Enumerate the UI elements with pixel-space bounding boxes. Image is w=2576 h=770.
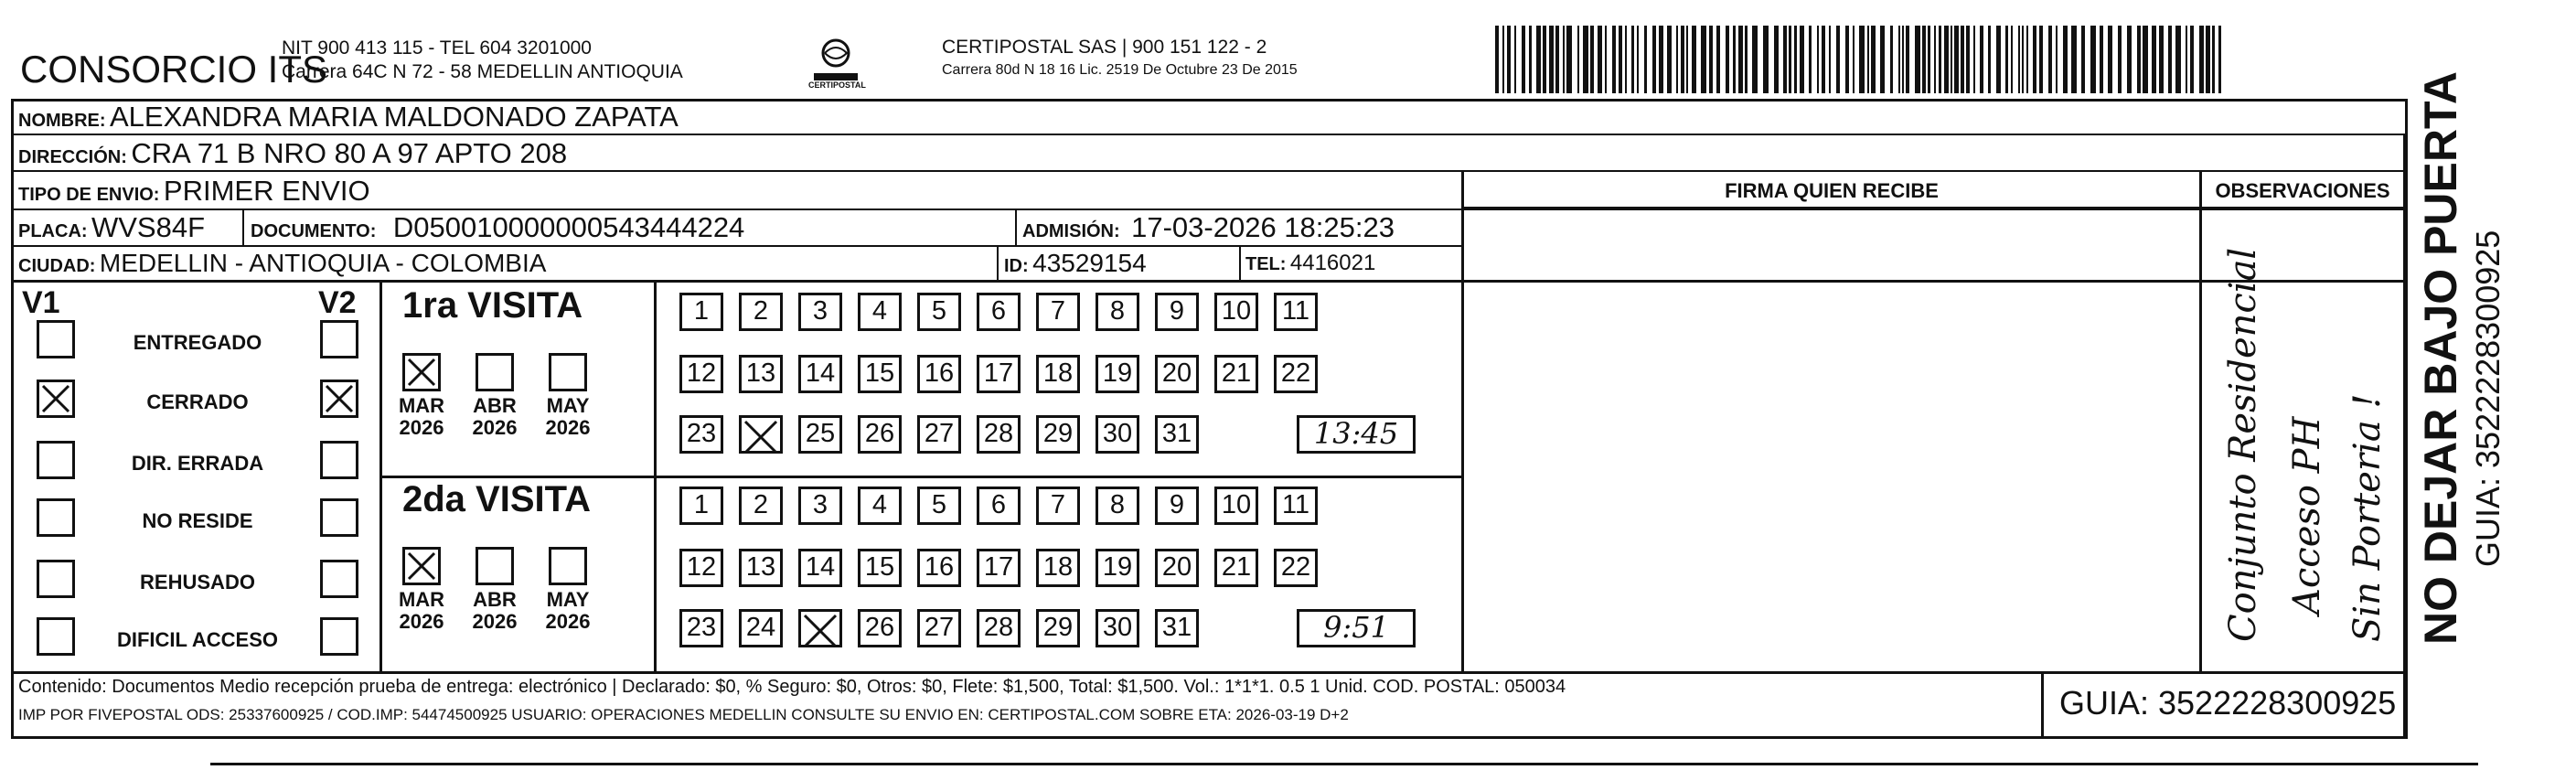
visit2-day-box[interactable]: 12	[679, 549, 723, 587]
footer-line-2: IMP POR FIVEPOSTAL ODS: 25337600925 / COD.IMP: 54474500925 USUARIO: OPERACIONES MEDELLIN CONSULTE SU ENVIO EN: CERTIPOSTAL.COM SOBRE ETA: 2026-03-19 D+2	[18, 706, 1349, 723]
status-label: DIFICIL ACCESO	[116, 628, 278, 651]
barcode-bar	[2118, 26, 2122, 93]
visit2-day-box[interactable]: 7	[1036, 487, 1080, 525]
barcode-bar	[1507, 26, 1511, 93]
barcode-bar	[2108, 26, 2112, 93]
visit2-day-box[interactable]: 21	[1214, 549, 1258, 587]
barcode-bar	[1726, 26, 1729, 93]
visit2-day-box[interactable]: 10	[1214, 487, 1258, 525]
barcode-bar	[1988, 26, 1991, 93]
v2-checkbox[interactable]	[320, 320, 358, 358]
obs-line-1: Conjunto Residencial	[2222, 247, 2264, 642]
barcode-bar	[2071, 26, 2077, 93]
visit2-day-box[interactable]: 11	[1274, 487, 1318, 525]
barcode-bar	[1817, 26, 1819, 93]
barcode-bar	[1845, 26, 1849, 93]
visit2-day-box[interactable]: 6	[977, 487, 1021, 525]
visit2-day-box[interactable]: 16	[917, 549, 961, 587]
barcode-bar	[1800, 26, 1804, 93]
visit1-day-box[interactable]: 13	[739, 355, 783, 393]
barcode-bar	[1752, 26, 1758, 93]
barcode-bar	[1583, 26, 1588, 93]
barcode-bar	[2152, 26, 2156, 93]
visit2-day-box[interactable]: 3	[798, 487, 842, 525]
nombre-row	[18, 101, 679, 134]
v1-checkbox[interactable]	[37, 498, 75, 537]
visit1-day-box[interactable]: 12	[679, 355, 723, 393]
barcode-bar	[1966, 26, 1970, 93]
visit2-day-box[interactable]: 20	[1155, 549, 1199, 587]
barcode-bar	[1794, 26, 1797, 93]
visit1-time: 13:45	[1297, 415, 1416, 454]
tel-label: TEL:	[1245, 254, 1287, 274]
v1-checkbox[interactable]	[37, 380, 75, 418]
visit1-month-checkbox[interactable]	[402, 353, 441, 391]
barcode-bar	[1871, 26, 1876, 93]
visit1-day-box[interactable]: 3	[798, 293, 842, 331]
v2-label: V2	[318, 285, 357, 320]
barcode-bar	[1681, 26, 1684, 93]
visit1-day-box[interactable]: 8	[1096, 293, 1139, 331]
v1-label: V1	[22, 285, 60, 320]
barcode-bar	[2212, 26, 2215, 93]
barcode-bar	[1809, 26, 1812, 93]
barcode-bar	[1853, 26, 1855, 93]
visit1-day-box[interactable]: 31	[1155, 415, 1199, 454]
barcode-bar	[2175, 26, 2181, 93]
visit2-month-label: MAR 2026	[398, 588, 445, 633]
barcode-bar	[1944, 26, 1949, 93]
placa-value: WVS84F	[91, 211, 206, 243]
barcode-bar	[2026, 26, 2028, 93]
barcode-bar	[1522, 26, 1525, 93]
visit2-month-checkbox[interactable]	[402, 547, 441, 585]
barcode-bar	[1549, 26, 1554, 93]
observaciones-handwriting	[2204, 212, 2401, 669]
barcode-bar	[1939, 26, 1941, 93]
direccion-value: CRA 71 B NRO 80 A 97 APTO 208	[131, 137, 568, 169]
barcode-bar	[1605, 26, 1607, 93]
visit1-day-box[interactable]: 11	[1274, 293, 1318, 331]
visit2-day-box[interactable]: 29	[1036, 609, 1080, 647]
visit1-day-box[interactable]: 19	[1096, 355, 1139, 393]
barcode-bar	[1577, 26, 1579, 93]
tel-row	[1245, 251, 1375, 276]
barcode-bar	[1667, 26, 1672, 93]
visit2-title: 2da VISITA	[402, 479, 591, 519]
barcode-bar	[1961, 26, 1964, 93]
barcode-bar	[1529, 26, 1532, 93]
barcode-bar	[2081, 26, 2085, 93]
visit2-month-checkbox[interactable]	[549, 547, 587, 585]
barcode-bar	[1563, 26, 1565, 93]
visit1-day-box[interactable]: 7	[1036, 293, 1080, 331]
visit1-month-label: MAR 2026	[398, 394, 445, 439]
nombre-label: NOMBRE:	[18, 111, 106, 131]
barcode-bar	[1951, 26, 1952, 93]
visit1-month-label: MAY 2026	[545, 394, 591, 439]
visit2-day-box[interactable]: 24	[739, 609, 783, 647]
visit2-day-box[interactable]: 23	[679, 609, 723, 647]
admision-row	[1022, 211, 1395, 244]
observaciones-label: OBSERVACIONES	[2215, 179, 2390, 202]
visit1-day-box[interactable]: 1	[679, 293, 723, 331]
visit1-day-box[interactable]: 23	[679, 415, 723, 454]
visit2-day-box[interactable]: 30	[1096, 609, 1139, 647]
id-row	[1004, 249, 1147, 278]
barcode-bar	[1637, 26, 1639, 93]
visit1-month-checkbox[interactable]	[476, 353, 514, 391]
admision-label: ADMISIÓN:	[1022, 221, 1120, 241]
v2-checkbox[interactable]	[320, 560, 358, 598]
barcode-bar	[1996, 26, 2001, 93]
tipo-value: PRIMER ENVIO	[163, 175, 370, 207]
barcode-bar	[2048, 26, 2052, 93]
obs-line-3: Sin Porteria !	[2346, 393, 2389, 642]
barcode-bar	[2143, 26, 2148, 93]
visit2-day-box[interactable]: 4	[858, 487, 902, 525]
visit1-day-box[interactable]: 17	[977, 355, 1021, 393]
barcode-bar	[1709, 26, 1713, 93]
barcode-bar	[1836, 26, 1840, 93]
status-label: CERRADO	[146, 390, 249, 413]
barcode-bar	[2056, 26, 2058, 93]
barcode-bar	[1928, 26, 1930, 93]
barcode-bar	[2127, 26, 2132, 93]
courier-name: CERTIPOSTAL SAS | 900 151 122 - 2	[942, 37, 1267, 58]
footer-line-1: Contenido: Documentos Medio recepción prueba de entrega: electrónico | Declarado: $0, % Seguro: $0, Otros: $0, Flete: $1,500, Total: $1,500. Vol.: 1*1*1. 0.5 1 Unid. COD. POSTAL: 050034	[18, 677, 1566, 697]
v1-checkbox[interactable]	[37, 617, 75, 656]
barcode-bar	[2022, 26, 2024, 93]
visit1-day-box[interactable]: 25	[798, 415, 842, 454]
status-label: REHUSADO	[140, 571, 255, 594]
side-notice: NO DEJAR BAJO PUERTA	[2415, 71, 2466, 645]
visit1-day-box[interactable]: 27	[917, 415, 961, 454]
barcode-bar	[1716, 26, 1720, 93]
barcode-bar	[1590, 26, 1594, 93]
logo-lettering: CERTIPOSTAL	[808, 80, 866, 90]
barcode-bar	[2090, 26, 2096, 93]
barcode-bar	[2168, 26, 2172, 93]
visit1-day-box[interactable]: 22	[1274, 355, 1318, 393]
visit1-day-box[interactable]: 15	[858, 355, 902, 393]
barcode-bar	[2190, 26, 2194, 93]
barcode-bar	[1686, 26, 1688, 93]
barcode-bar	[2199, 26, 2204, 93]
visit2-day-box[interactable]: 13	[739, 549, 783, 587]
barcode-bar	[1789, 26, 1791, 93]
v2-checkbox[interactable]	[320, 617, 358, 656]
v2-checkbox[interactable]	[320, 498, 358, 537]
visit1-day-box[interactable]: 30	[1096, 415, 1139, 454]
barcode-bar	[2018, 26, 2020, 93]
visit2-day-box[interactable]: 18	[1036, 549, 1080, 587]
footer-guia: GUIA: 3522228300925	[2059, 684, 2397, 722]
barcode-bar	[2218, 26, 2221, 93]
barcode-bar	[1783, 26, 1787, 93]
courier-address: Carrera 80d N 18 16 Lic. 2519 De Octubre 23 De 2015	[942, 62, 1298, 78]
barcode-bar	[1543, 26, 1546, 93]
direccion-label: DIRECCIÓN:	[18, 147, 127, 167]
barcode-bar	[1555, 26, 1559, 93]
visit1-day-box[interactable]: 16	[917, 355, 961, 393]
documento-row	[251, 211, 744, 244]
company-address: Carrera 64C N 72 - 58 MEDELLIN ANTIOQUIA	[282, 61, 683, 82]
visit1-day-box[interactable]	[739, 415, 783, 454]
id-label: ID:	[1004, 256, 1029, 276]
status-label: ENTREGADO	[133, 331, 262, 354]
barcode-bar	[2186, 26, 2187, 93]
barcode-bar	[1915, 26, 1920, 93]
barcode-bar	[1514, 26, 1516, 93]
visit1-day-box[interactable]: 5	[917, 293, 961, 331]
barcode-bar	[1612, 26, 1616, 93]
visit1-day-box[interactable]: 2	[739, 293, 783, 331]
barcode-bar	[1738, 26, 1743, 93]
visit2-time: 9:51	[1297, 609, 1416, 647]
obs-line-2: Acceso PH	[2286, 416, 2328, 615]
barcode-bar	[1676, 26, 1678, 93]
direccion-row	[18, 137, 567, 170]
visit1-title: 1ra VISITA	[402, 285, 583, 326]
documento-label: DOCUMENTO:	[251, 221, 377, 241]
visit2-day-box[interactable]	[798, 609, 842, 647]
barcode-bar	[2206, 26, 2210, 93]
v1-checkbox[interactable]	[37, 320, 75, 358]
nombre-value: ALEXANDRA MARIA MALDONADO ZAPATA	[110, 101, 679, 133]
barcode-bar	[2033, 26, 2036, 93]
barcode-bar	[1625, 26, 1627, 93]
barcode-bar	[2005, 26, 2008, 93]
tipo-label: TIPO DE ENVIO:	[18, 185, 160, 205]
barcode-bar	[2159, 26, 2164, 93]
barcode-bar	[2039, 26, 2043, 93]
visit1-day-box[interactable]: 26	[858, 415, 902, 454]
barcode-bar	[1890, 26, 1893, 93]
visit1-month-checkbox[interactable]	[549, 353, 587, 391]
visit2-day-box[interactable]: 14	[798, 549, 842, 587]
ciudad-label: CIUDAD:	[18, 256, 96, 276]
barcode-bar	[1880, 26, 1885, 93]
barcode-bar	[1898, 26, 1900, 93]
visit2-day-box[interactable]: 8	[1096, 487, 1139, 525]
barcode-bar	[1829, 26, 1831, 93]
visit2-day-box[interactable]: 2	[739, 487, 783, 525]
visit2-day-box[interactable]: 26	[858, 609, 902, 647]
visit2-day-box[interactable]: 5	[917, 487, 961, 525]
v2-checkbox[interactable]	[320, 441, 358, 479]
barcode-bar	[1980, 26, 1983, 93]
company-name: CONSORCIO ITS	[20, 48, 328, 91]
visit2-day-box[interactable]: 9	[1155, 487, 1199, 525]
placa-label: PLACA:	[18, 221, 88, 241]
barcode-bar	[1774, 26, 1779, 93]
barcode-bar	[1502, 26, 1504, 93]
visit2-day-box[interactable]: 27	[917, 609, 961, 647]
documento-value: D050010000000543444224	[392, 211, 745, 243]
visit1-day-box[interactable]: 20	[1155, 355, 1199, 393]
tipo-row	[18, 175, 370, 208]
company-nit: NIT 900 413 115 - TEL 604 3201000	[282, 37, 592, 59]
id-value: 43529154	[1032, 249, 1147, 277]
v1-checkbox[interactable]	[37, 560, 75, 598]
barcode-bar	[1652, 26, 1656, 93]
firma-label: FIRMA QUIEN RECIBE	[1725, 179, 1939, 202]
barcode-bar	[1922, 26, 1926, 93]
barcode-bar	[1619, 26, 1622, 93]
visit2-month-checkbox[interactable]	[476, 547, 514, 585]
status-label: NO RESIDE	[142, 509, 253, 532]
visit2-month-label: MAY 2026	[545, 588, 591, 633]
visit1-day-box[interactable]: 9	[1155, 293, 1199, 331]
barcode-bar	[1954, 26, 1959, 93]
barcode-bar	[1644, 26, 1647, 93]
barcode-bar	[2137, 26, 2141, 93]
visit1-day-box[interactable]: 6	[977, 293, 1021, 331]
side-guia: GUIA: 3522228300925	[2469, 230, 2507, 567]
ciudad-value: MEDELLIN - ANTIOQUIA - COLOMBIA	[99, 249, 547, 277]
visit2-day-box[interactable]: 22	[1274, 549, 1318, 587]
visit1-day-box[interactable]: 4	[858, 293, 902, 331]
barcode-bar	[1902, 26, 1904, 93]
barcode-bar	[2100, 26, 2103, 93]
tel-value: 4416021	[1289, 251, 1376, 275]
visit2-day-box[interactable]: 31	[1155, 609, 1199, 647]
barcode-bar	[1701, 26, 1706, 93]
visit1-day-box[interactable]: 14	[798, 355, 842, 393]
barcode-bar	[1598, 26, 1602, 93]
barcode-bar	[1973, 26, 1975, 93]
barcode-bar	[1659, 26, 1663, 93]
visit1-day-box[interactable]: 28	[977, 415, 1021, 454]
ciudad-row	[18, 249, 546, 278]
visit2-day-box[interactable]: 28	[977, 609, 1021, 647]
placa-row	[18, 211, 205, 244]
visit2-month-label: ABR 2026	[472, 588, 518, 633]
visit1-month-label: ABR 2026	[472, 394, 518, 439]
visit1-day-box[interactable]: 21	[1214, 355, 1258, 393]
barcode-bar	[1822, 26, 1825, 93]
barcode-bar	[1763, 26, 1769, 93]
barcode-bar	[1867, 26, 1869, 93]
visit1-day-box[interactable]: 18	[1036, 355, 1080, 393]
visit2-day-box[interactable]: 15	[858, 549, 902, 587]
v1-checkbox[interactable]	[37, 441, 75, 479]
barcode-bar	[1906, 26, 1909, 93]
barcode-bar	[1934, 26, 1936, 93]
visit2-day-box[interactable]: 19	[1096, 549, 1139, 587]
barcode	[1495, 26, 2227, 93]
barcode-bar	[1745, 26, 1748, 93]
barcode-bar	[1859, 26, 1865, 93]
v2-checkbox[interactable]	[320, 380, 358, 418]
barcode-bar	[1692, 26, 1696, 93]
visit1-day-box[interactable]: 10	[1214, 293, 1258, 331]
barcode-bar	[1733, 26, 1736, 93]
visit2-day-box[interactable]: 1	[679, 487, 723, 525]
admision-value: 17-03-2026 18:25:23	[1131, 211, 1395, 243]
barcode-bar	[2063, 26, 2068, 93]
visit1-day-box[interactable]: 29	[1036, 415, 1080, 454]
visit2-day-box[interactable]: 17	[977, 549, 1021, 587]
barcode-bar	[1566, 26, 1572, 93]
status-label: DIR. ERRADA	[131, 452, 264, 475]
barcode-bar	[1631, 26, 1634, 93]
barcode-bar	[2011, 26, 2013, 93]
barcode-bar	[1495, 26, 1499, 93]
barcode-bar	[1536, 26, 1541, 93]
